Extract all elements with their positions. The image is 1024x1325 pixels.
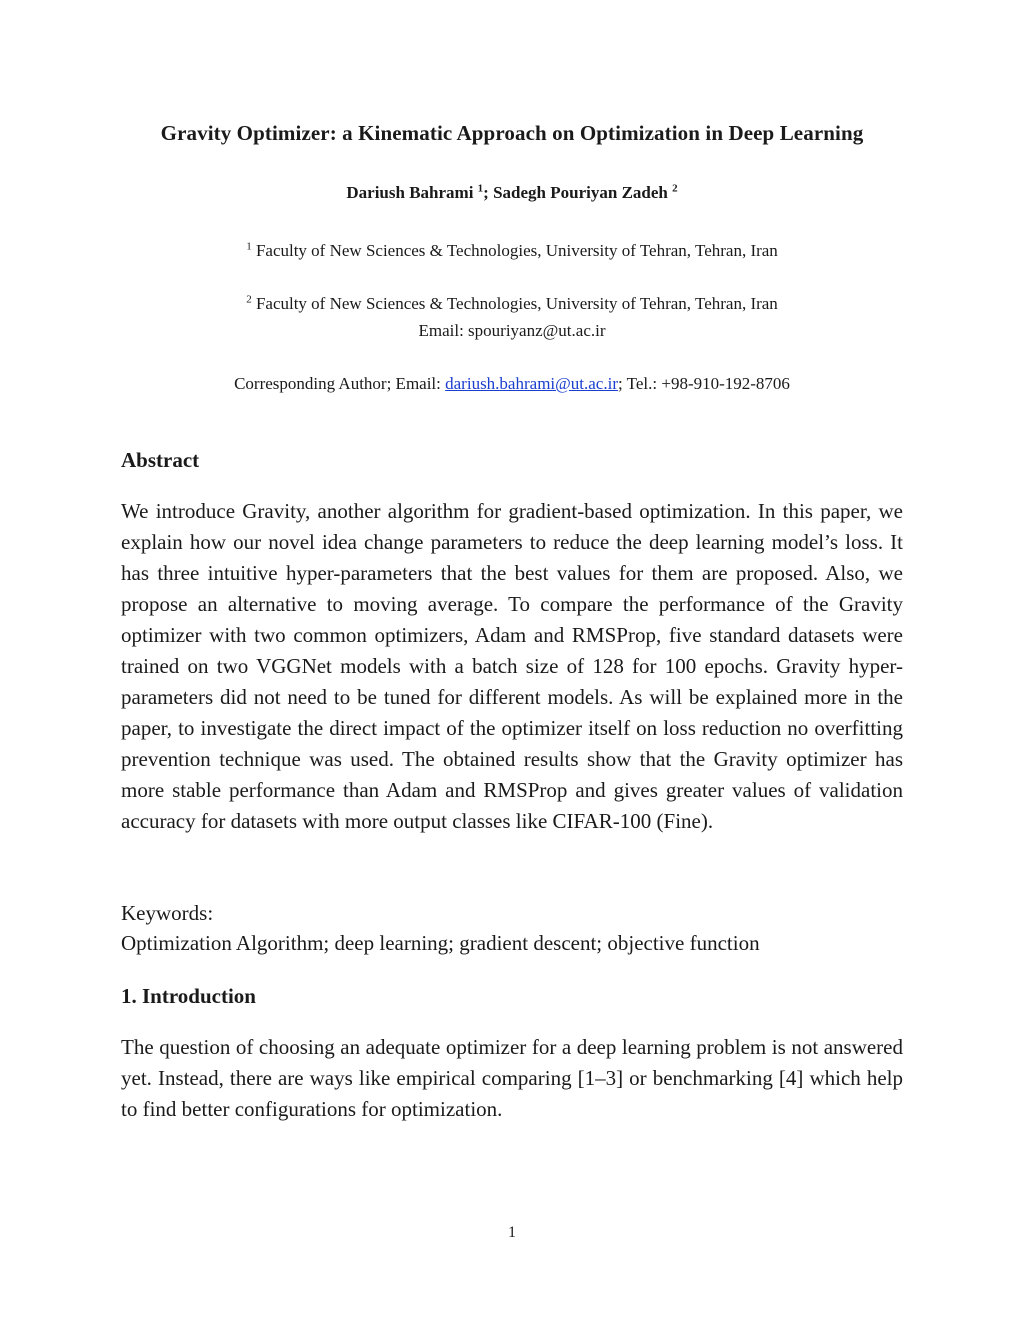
corresponding-email-link[interactable]: dariush.bahrami@ut.ac.ir (445, 374, 618, 393)
corresponding-prefix: Corresponding Author; Email: (234, 374, 446, 393)
affiliation-2 (0, 294, 1024, 314)
affiliation-2-email: Email: spouriyanz@ut.ac.ir (418, 321, 606, 340)
affiliation-2-mark: 2 (246, 293, 252, 306)
affiliation-1-mark: 1 (246, 240, 252, 253)
author-2-affiliation-mark: 2 (672, 182, 678, 195)
affiliation-1-text: Faculty of New Sciences & Technologies, University of Tehran, Tehran, Iran (255, 241, 778, 260)
author-separator: ; (483, 183, 494, 202)
introduction-heading: 1. Introduction (121, 984, 256, 1008)
abstract-heading: Abstract (121, 448, 200, 472)
author-2-name: Sadegh Pouriyan Zadeh (493, 183, 668, 202)
corresponding-suffix: ; Tel.: +98-910-192-8706 (618, 374, 790, 393)
keywords-label: Keywords: (121, 901, 214, 925)
author-1-affiliation-mark: 1 (477, 182, 484, 195)
page-number: 1 (508, 1224, 516, 1241)
corresponding-author (0, 374, 1024, 394)
affiliation-2-text: Faculty of New Sciences & Technologies, University of Tehran, Tehran, Iran (255, 294, 778, 313)
affiliation-1 (0, 241, 1024, 261)
author-1-name: Dariush Bahrami (346, 183, 474, 202)
author-line (0, 183, 1024, 203)
introduction-body: The question of choosing an adequate optimizer for a deep learning problem is not answered yet. Instead, there are ways like empirical comparing [1–3] or benchmarking [4] which help to find better configurations for optimization. (121, 1035, 903, 1121)
abstract-body: We introduce Gravity, another algorithm for gradient-based optimization. In this paper, we explain how our novel idea change parameters to reduce the deep learning model’s loss. It has three intuitive hyper-parameters that the best values for them are proposed. Also, we propose an alternative to moving average. To compare the performance of the Gravity optimizer with two common optimizers, Adam and RMSProp, five standard datasets were trained on two VGGNet models with a batch size of 128 for 100 epochs. Gravity hyper-parameters did not need to be tuned for different models. As will be explained more in the paper, to investigate the direct impact of the optimizer itself on loss reduction no overfitting prevention technique was used. The obtained results show that the Gravity optimizer has more stable performance than Adam and RMSProp and gives greater values of validation accuracy for datasets with more output classes like CIFAR-100 (Fine). (121, 499, 903, 833)
keywords-list: Optimization Algorithm; deep learning; gradient descent; objective function (121, 931, 760, 955)
paper-title: Gravity Optimizer: a Kinematic Approach on Optimization in Deep Learning (160, 121, 864, 145)
